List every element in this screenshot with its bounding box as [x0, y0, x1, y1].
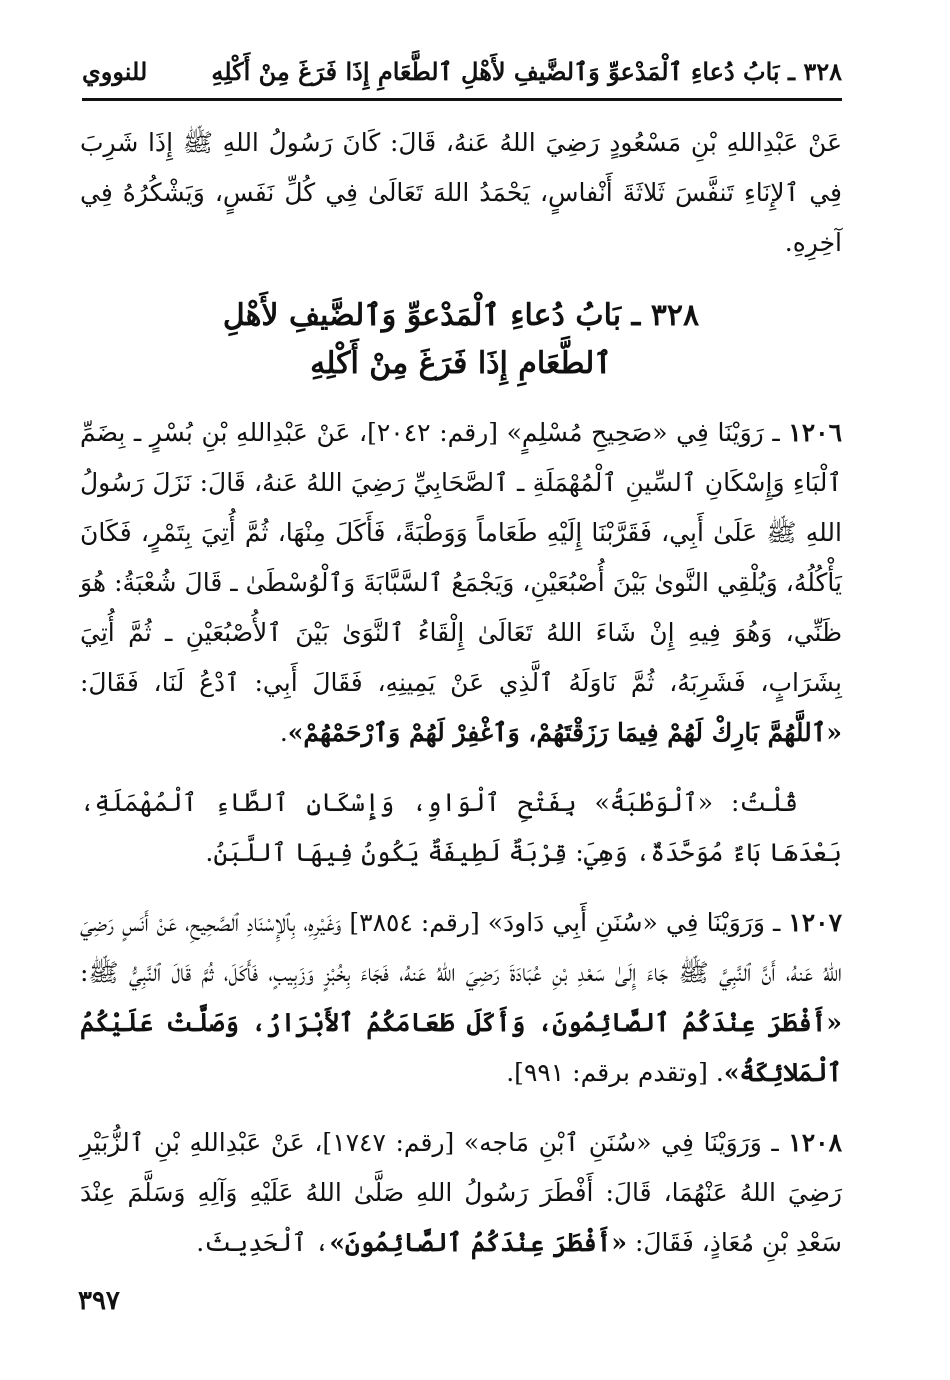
hadith-end: .	[279, 718, 288, 747]
page-content	[80, 118, 842, 1288]
hadith-1207	[80, 898, 842, 1098]
hadith-dua: «أَفْطَرَ عِنْدَكُمُ ٱلصَّائِمُونَ، وَأَكَلَ طَعَامَكُمُ ٱلأَبْرَارُ، وَصَلَّتْ عَلَيْكُمُ ٱلْمَلائِكَةُ»	[80, 1008, 842, 1087]
chapter-heading-line-2: ٱلطَّعَامِ إِذَا فَرَغَ مِنْ أَكْلِهِ	[310, 346, 612, 381]
hadith-dua: «أَفْطَرَ عِنْدَكُمُ ٱلصَّائِمُونَ»	[329, 1228, 628, 1257]
hadith-1206	[80, 408, 842, 758]
hadith-number: ١٢٠٨	[788, 1128, 842, 1157]
chapter-heading	[80, 292, 842, 388]
commentary-note: قُلْتُ: «ٱلْوَطْبَةُ» بِفَتْحِ ٱلْوَاوِ، وَإِسْكَانِ ٱلطَّاءِ ٱلْمُهْمَلَةِ، بَعْدَهَا بَاءٌ مُوَحَّدَةٌ، وَهِيَ: قِرْبَةٌ لَطِيفَةٌ يَكُونُ فِيهَا ٱللَّبَنُ.	[80, 788, 842, 867]
hadith-dua: «ٱللَّهُمَّ بَارِكْ لَهُمْ فِيمَا رَزَقْتَهُمْ، وَٱغْفِرْ لَهُمْ وَٱرْحَمْهُمْ»	[287, 718, 842, 747]
header-book-name: للنووي	[82, 56, 148, 86]
header-rule	[82, 98, 842, 101]
intro-paragraph: عَنْ عَبْدِاللهِ بْنِ مَسْعُودٍ رَضِيَ اللهُ عَنهُ، قَالَ: كَانَ رَسُولُ اللهِ ﷺ إِذَا شَرِبَ فِي ٱلإِنَاءِ تَنفَّسَ ثَلاثَةَ أَنْفاسٍ، يَحْمَدُ اللهَ تَعَالَىٰ فِي كُلِّ نَفَسٍ، وَيَشْكُرُهُ فِي آخِرِهِ.	[80, 128, 842, 257]
page-number: ٣٩٧	[78, 1286, 120, 1316]
hadith-text: ـ وَرَوَيْنَا فِي «سُنَنِ ٱبْنِ مَاجه» [رقم: ١٧٤٧]، عَنْ عَبْدِاللهِ بْنِ ٱلزُّبَيْرِ رَضِيَ اللهُ عَنْهُمَا، قَالَ: أَفْطَرَ رَسُولُ اللهِ صَلَّىٰ اللهُ عَلَيْهِ وَآلِهِ وَسَلَّمَ عِنْدَ سَعْدِ بْنِ مُعَاذٍ، فَقَالَ:	[80, 1128, 842, 1257]
hadith-end: ، ٱلْحَدِيثَ.	[196, 1228, 330, 1257]
hadith-text: ـ رَوَيْنَا فِي «صَحِيحِ مُسْلِمٍ» [رقم: ٢٠٤٢]، عَنْ عَبْدِاللهِ بْنِ بُسْرٍ ـ بِضَمِّ ٱلْبَاءِ وَإِسْكَانِ ٱلسِّينِ ٱلْمُهْمَلَةِ ـ ٱلصَّحَابِيِّ رَضِيَ اللهُ عَنهُ، قَالَ: نَزَلَ رَسُولُ اللهِ ﷺ عَلَىٰ أَبِي، فَقَرَّبْنَا إِلَيْهِ طَعَاماً وَوَطْبَةً، فَأَكَلَ مِنْهَا، ثُمَّ أُتِيَ بِتَمْرٍ، فَكَانَ يَأْكُلُهُ، وَيُلْقِي النَّوىٰ بَيْنَ أُصْبُعَيْنِ، وَيَجْمَعُ ٱلسَّبَّابَةَ وَٱلْوُسْطَىٰ ـ قَالَ شُعْبَةُ: هُوَ ظَنِّي، وَهُوَ فِيهِ إِنْ شَاءَ اللهُ تَعَالَىٰ إِلْقَاءُ ٱلنَّوَىٰ بَيْنَ ٱلأُصْبُعَيْنِ ـ ثُمَّ أُتِيَ بِشَرَابٍ، فَشَرِبَهُ، ثُمَّ نَاوَلَهُ ٱلَّذِي عَنْ يَمِينِهِ، فَقَالَ أَبِي: ٱدْعُ لَنَا، فَقَالَ:	[80, 418, 842, 697]
running-header	[82, 48, 842, 94]
header-chapter-title: ٣٢٨ ـ بَابُ دُعاءِ ٱلْمَدْعوِّ وَٱلضَّيفِ لأَهْلِ ٱلطَّعَامِ إِذَا فَرَغَ مِنْ أَكْلِهِ	[211, 56, 842, 86]
hadith-number: ١٢٠٧	[788, 908, 842, 937]
hadith-end: . [وتقدم برقم: ٩٩١].	[506, 1058, 724, 1087]
chapter-heading-line-1: ٣٢٨ ـ بَابُ دُعاءِ ٱلْمَدْعوِّ وَٱلضَّيفِ لأَهْلِ	[222, 298, 700, 333]
hadith-text: ـ وَرَوَيْنَا فِي «سُنَنِ أَبِي دَاودَ» [رقم: ٣٨٥٤] وَغَيْرِهِ، بِٱلإِسْنَادِ ٱلصَّحِيحِ، عَنْ أَنَسٍ رَضِيَ اللهُ عَنهُ، أَنَّ ٱلنَّبِيَّ ﷺ جَاءَ إِلَىٰ سَعْدِ بْنِ عُبَادَةَ رَضِيَ اللهُ عَنهُ، فَجَاءَ بِخُبْزٍ وَزَبِيبٍ، فَأَكَلَ، ثُمَّ قَالَ ٱلنَّبِيُّ ﷺ:	[80, 908, 842, 987]
hadith-number: ١٢٠٦	[788, 418, 843, 447]
hadith-1208	[80, 1118, 842, 1268]
